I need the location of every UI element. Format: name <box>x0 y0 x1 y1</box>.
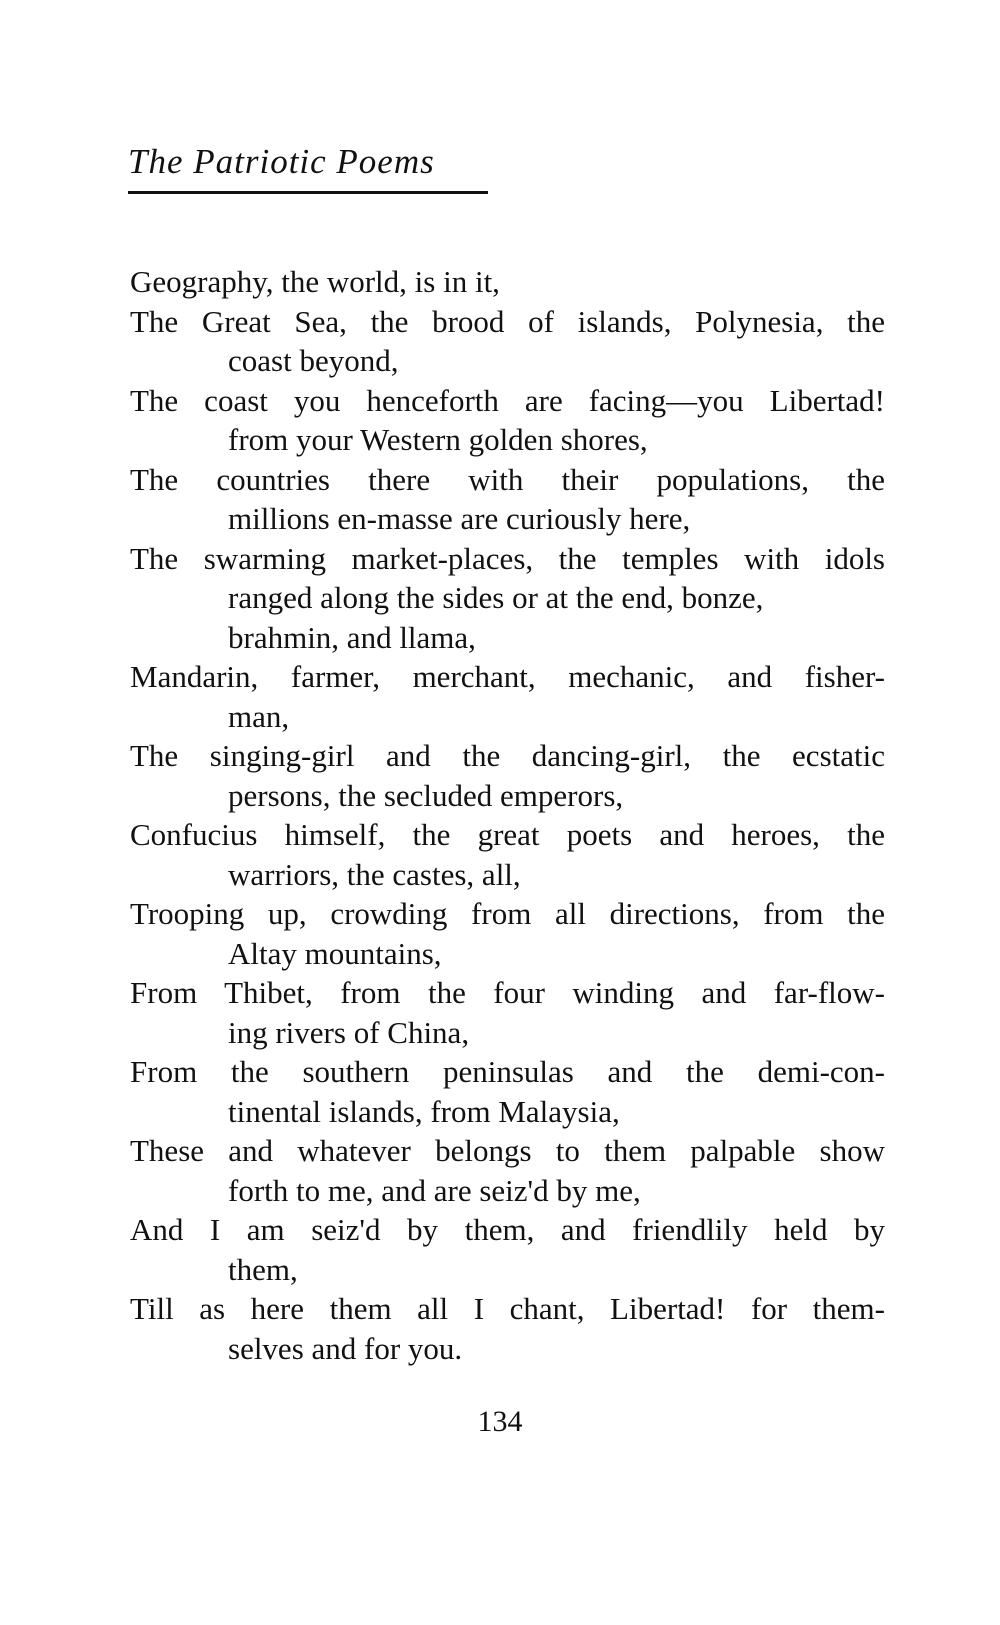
running-title: The Patriotic Poems <box>128 142 435 181</box>
poem-line-continuation: man, <box>228 698 290 734</box>
poem-line <box>130 736 885 815</box>
poem-line-continuation: forth to me, and are seiz'd by me, <box>228 1172 641 1208</box>
poem-line <box>130 262 885 302</box>
poem-line-continuation: ing rivers of China, <box>228 1014 470 1050</box>
poem-line-text: The swarming market-places, the temples with idols <box>130 540 885 576</box>
poem-line <box>130 460 885 539</box>
poem-body <box>130 262 885 1368</box>
poem-line-continuation: millions en-masse are curiously here, <box>228 501 691 536</box>
poem-line-text: From the southern peninsulas and the demi-con- <box>130 1054 885 1089</box>
poem-line-text: The singing-girl and the dancing-girl, the ecstatic <box>130 738 885 773</box>
poem-line-text: Mandarin, farmer, merchant, mechanic, and fisher- <box>130 659 885 694</box>
poem-line <box>130 1289 885 1368</box>
poem-line <box>130 973 885 1052</box>
poem-line-continuation: from your Western golden shores, <box>228 422 648 457</box>
page-number: 134 <box>477 1405 523 1438</box>
poem-line-continuation: coast beyond, <box>228 343 399 378</box>
poem-line <box>130 894 885 973</box>
poem-line <box>130 539 885 658</box>
poem-line <box>130 815 885 894</box>
poem-line-continuation: selves and for you. <box>228 1330 463 1366</box>
poem-line <box>130 302 885 381</box>
poem-line-text: These and whatever belongs to them palpable show <box>130 1133 885 1168</box>
poem-line <box>130 657 885 736</box>
poem-line-text: Geography, the world, is in it, <box>130 264 500 299</box>
poem-line-continuation: brahmin, and llama, <box>228 619 476 655</box>
poem-line-continuation: tinental islands, from Malaysia, <box>228 1093 620 1129</box>
poem-line-text: Till as here them all I chant, Libertad! for them- <box>130 1291 885 1326</box>
poem-line-continuation: persons, the secluded emperors, <box>228 777 624 813</box>
poem-line-text: The countries there with their populations, the <box>130 461 885 497</box>
poem-line-text: Trooping up, crowding from all directions, from the <box>130 896 885 931</box>
poem-line-text: Confucius himself, the great poets and heroes, the <box>130 817 885 852</box>
poem-line <box>130 1210 885 1289</box>
poem-line-text: From Thibet, from the four winding and far-flow- <box>130 975 885 1010</box>
poem-line <box>130 1131 885 1210</box>
header-rule <box>128 191 488 194</box>
poem-line-continuation: them, <box>228 1251 298 1287</box>
poem-line-continuation: Altay mountains, <box>228 935 442 971</box>
poem-line-text: The coast you henceforth are facing—you Libertad! <box>130 382 885 418</box>
poem-line-text: And I am seiz'd by them, and friendlily held by <box>130 1212 885 1247</box>
poem-line <box>130 381 885 460</box>
poem-line-text: The Great Sea, the brood of islands, Polynesia, the <box>130 303 885 339</box>
poem-line-continuation: ranged along the sides or at the end, bonze, <box>228 580 764 615</box>
poem-line-continuation: warriors, the castes, all, <box>228 856 521 892</box>
poem-line <box>130 1052 885 1131</box>
